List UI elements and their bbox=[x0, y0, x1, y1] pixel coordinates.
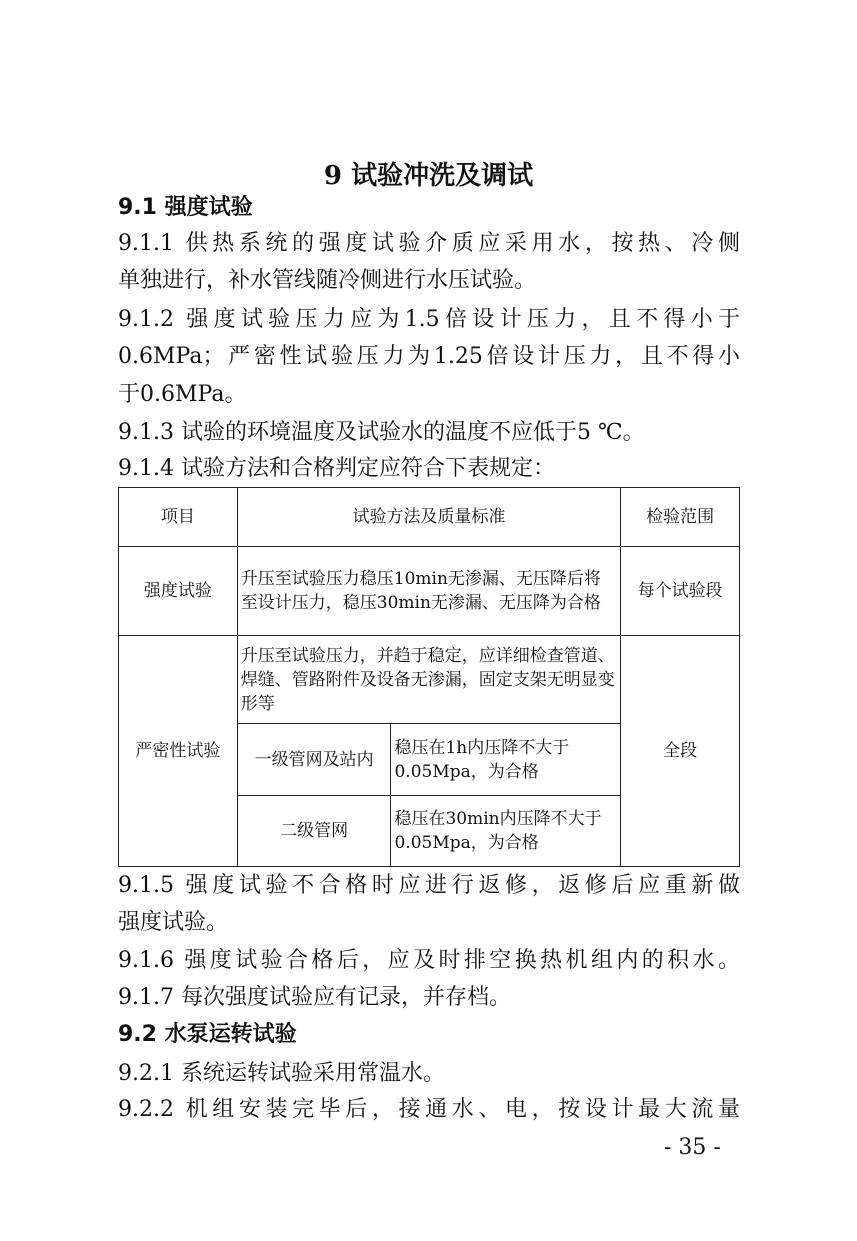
paragraph-line: 于0.6MPa。 bbox=[118, 382, 247, 407]
header-item: 项目 bbox=[119, 488, 238, 547]
chapter-title: 9 试验冲洗及调试 bbox=[323, 161, 534, 191]
paragraph-line: 9.1.4 试验方法和合格判定应符合下表规定： bbox=[118, 456, 555, 481]
section-heading: 9.2 水泵运转试验 bbox=[118, 1022, 297, 1047]
paragraph-line: 9.2.2 机组安装完毕后，接通水、电，按设计最大流量 bbox=[118, 1097, 740, 1122]
cell-subitem: 一级管网及站内 bbox=[237, 724, 391, 796]
test-method-table bbox=[118, 487, 740, 867]
page-number: - 35 - bbox=[664, 1135, 721, 1160]
cell-method: 升压至试验压力稳压10min无渗漏、无压降后将至设计压力，稳压30min无渗漏、无压降为合格 bbox=[237, 547, 620, 636]
header-scope: 检验范围 bbox=[621, 488, 740, 547]
cell-submethod: 稳压在1h内压降不大于0.05Mpa，为合格 bbox=[391, 724, 621, 796]
paragraph-line: 9.1.1 供热系统的强度试验介质应采用水，按热、冷侧 bbox=[118, 231, 740, 256]
cell-method: 升压至试验压力，并趋于稳定，应详细检查管道、焊缝、管路附件及设备无渗漏，固定支架无明显变形等 bbox=[237, 636, 620, 724]
paragraph-line: 9.1.5 强度试验不合格时应进行返修，返修后应重新做 bbox=[118, 873, 740, 898]
section-heading: 9.1 强度试验 bbox=[118, 195, 253, 220]
paragraph-line: 9.2.1 系统运转试验采用常温水。 bbox=[118, 1061, 445, 1086]
paragraph-line: 9.1.6 强度试验合格后，应及时排空换热机组内的积水。 bbox=[118, 948, 740, 973]
cell-subitem: 二级管网 bbox=[237, 796, 391, 867]
paragraph-line: 0.6MPa；严密性试验压力为1.25倍设计压力，且不得小 bbox=[118, 344, 740, 369]
cell-item: 严密性试验 bbox=[119, 636, 238, 867]
cell-scope: 全段 bbox=[621, 636, 740, 867]
cell-submethod: 稳压在30min内压降不大于0.05Mpa，为合格 bbox=[391, 796, 621, 867]
header-method: 试验方法及质量标准 bbox=[237, 488, 620, 547]
paragraph-line: 9.1.3 试验的环境温度及试验水的温度不应低于5 ℃。 bbox=[118, 420, 645, 445]
paragraph-line: 单独进行，补水管线随冷侧进行水压试验。 bbox=[118, 268, 537, 293]
paragraph-line: 9.1.7 每次强度试验应有记录，并存档。 bbox=[118, 985, 511, 1010]
cell-scope: 每个试验段 bbox=[621, 547, 740, 636]
paragraph-line: 9.1.2 强度试验压力应为1.5倍设计压力，且不得小于 bbox=[118, 307, 740, 332]
paragraph-line: 强度试验。 bbox=[118, 910, 229, 935]
cell-item: 强度试验 bbox=[119, 547, 238, 636]
